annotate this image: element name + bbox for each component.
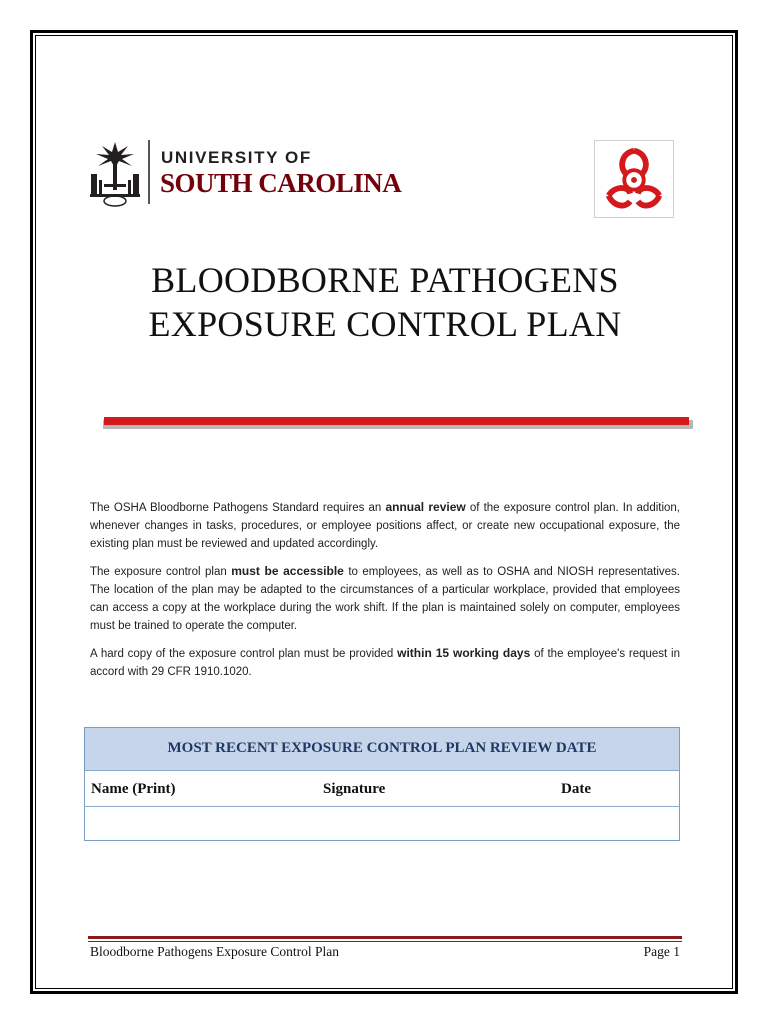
paragraph-hard-copy	[90, 644, 680, 681]
review-table-entry-row[interactable]	[85, 807, 679, 840]
biohazard-icon	[595, 141, 673, 217]
review-date-table	[84, 727, 680, 841]
footer-rule-thin	[88, 941, 682, 942]
column-signature: Signature	[323, 781, 386, 797]
document-title	[60, 258, 710, 346]
title-line2: EXPOSURE CONTROL PLAN	[148, 304, 622, 344]
p1-text-b: of the exposure control plan. In addition, whenever changes in tasks, procedures, or employee positions affect, or create new occupational exposure, the existing plan must be reviewed and updated accordingly.	[90, 502, 680, 550]
p2-text-b: to employees, as well as to OSHA and NIOSH representatives. The location of the plan may be adapted to the circumstances of a particular workplace, provided that employees can access a copy at the workplace during the work shift. If the plan is maintained solely on computer, employees must be trained to operate the computer.	[90, 566, 680, 632]
p2-text-a: The exposure control plan	[90, 566, 232, 578]
paragraph-annual-review	[90, 498, 680, 553]
review-table-header	[85, 728, 679, 771]
column-date: Date	[561, 781, 591, 797]
p2-bold: must be accessible	[231, 564, 344, 578]
review-table-heading: MOST RECENT EXPOSURE CONTROL PLAN REVIEW DATE	[167, 740, 597, 756]
footer-page-number: Page 1	[643, 944, 680, 959]
column-name-print: Name (Print)	[91, 781, 176, 797]
p1-text-a: The OSHA Bloodborne Pathogens Standard requires an	[90, 502, 386, 514]
university-crest-icon	[88, 138, 142, 210]
biohazard-badge	[594, 140, 674, 218]
title-line1: BLOODBORNE PATHOGENS	[151, 260, 619, 300]
logo-text-line2: SOUTH CAROLINA	[160, 168, 402, 198]
p3-bold: within 15 working days	[397, 646, 531, 660]
logo-divider	[148, 140, 150, 204]
divider-bar	[104, 417, 689, 425]
review-table-column-row	[85, 771, 679, 807]
footer-document-title: Bloodborne Pathogens Exposure Control Plan	[90, 944, 339, 959]
footer-rule	[88, 936, 682, 939]
p1-bold: annual review	[385, 500, 466, 514]
p3-text-a: A hard copy of the exposure control plan must be provided	[90, 648, 398, 660]
paragraph-accessibility	[90, 562, 680, 635]
p3-text-b: of the employee's request in accord with 29 CFR 1910.1020.	[90, 648, 680, 678]
logo-text-line1: UNIVERSITY OF	[161, 148, 312, 167]
university-logo	[88, 134, 408, 214]
